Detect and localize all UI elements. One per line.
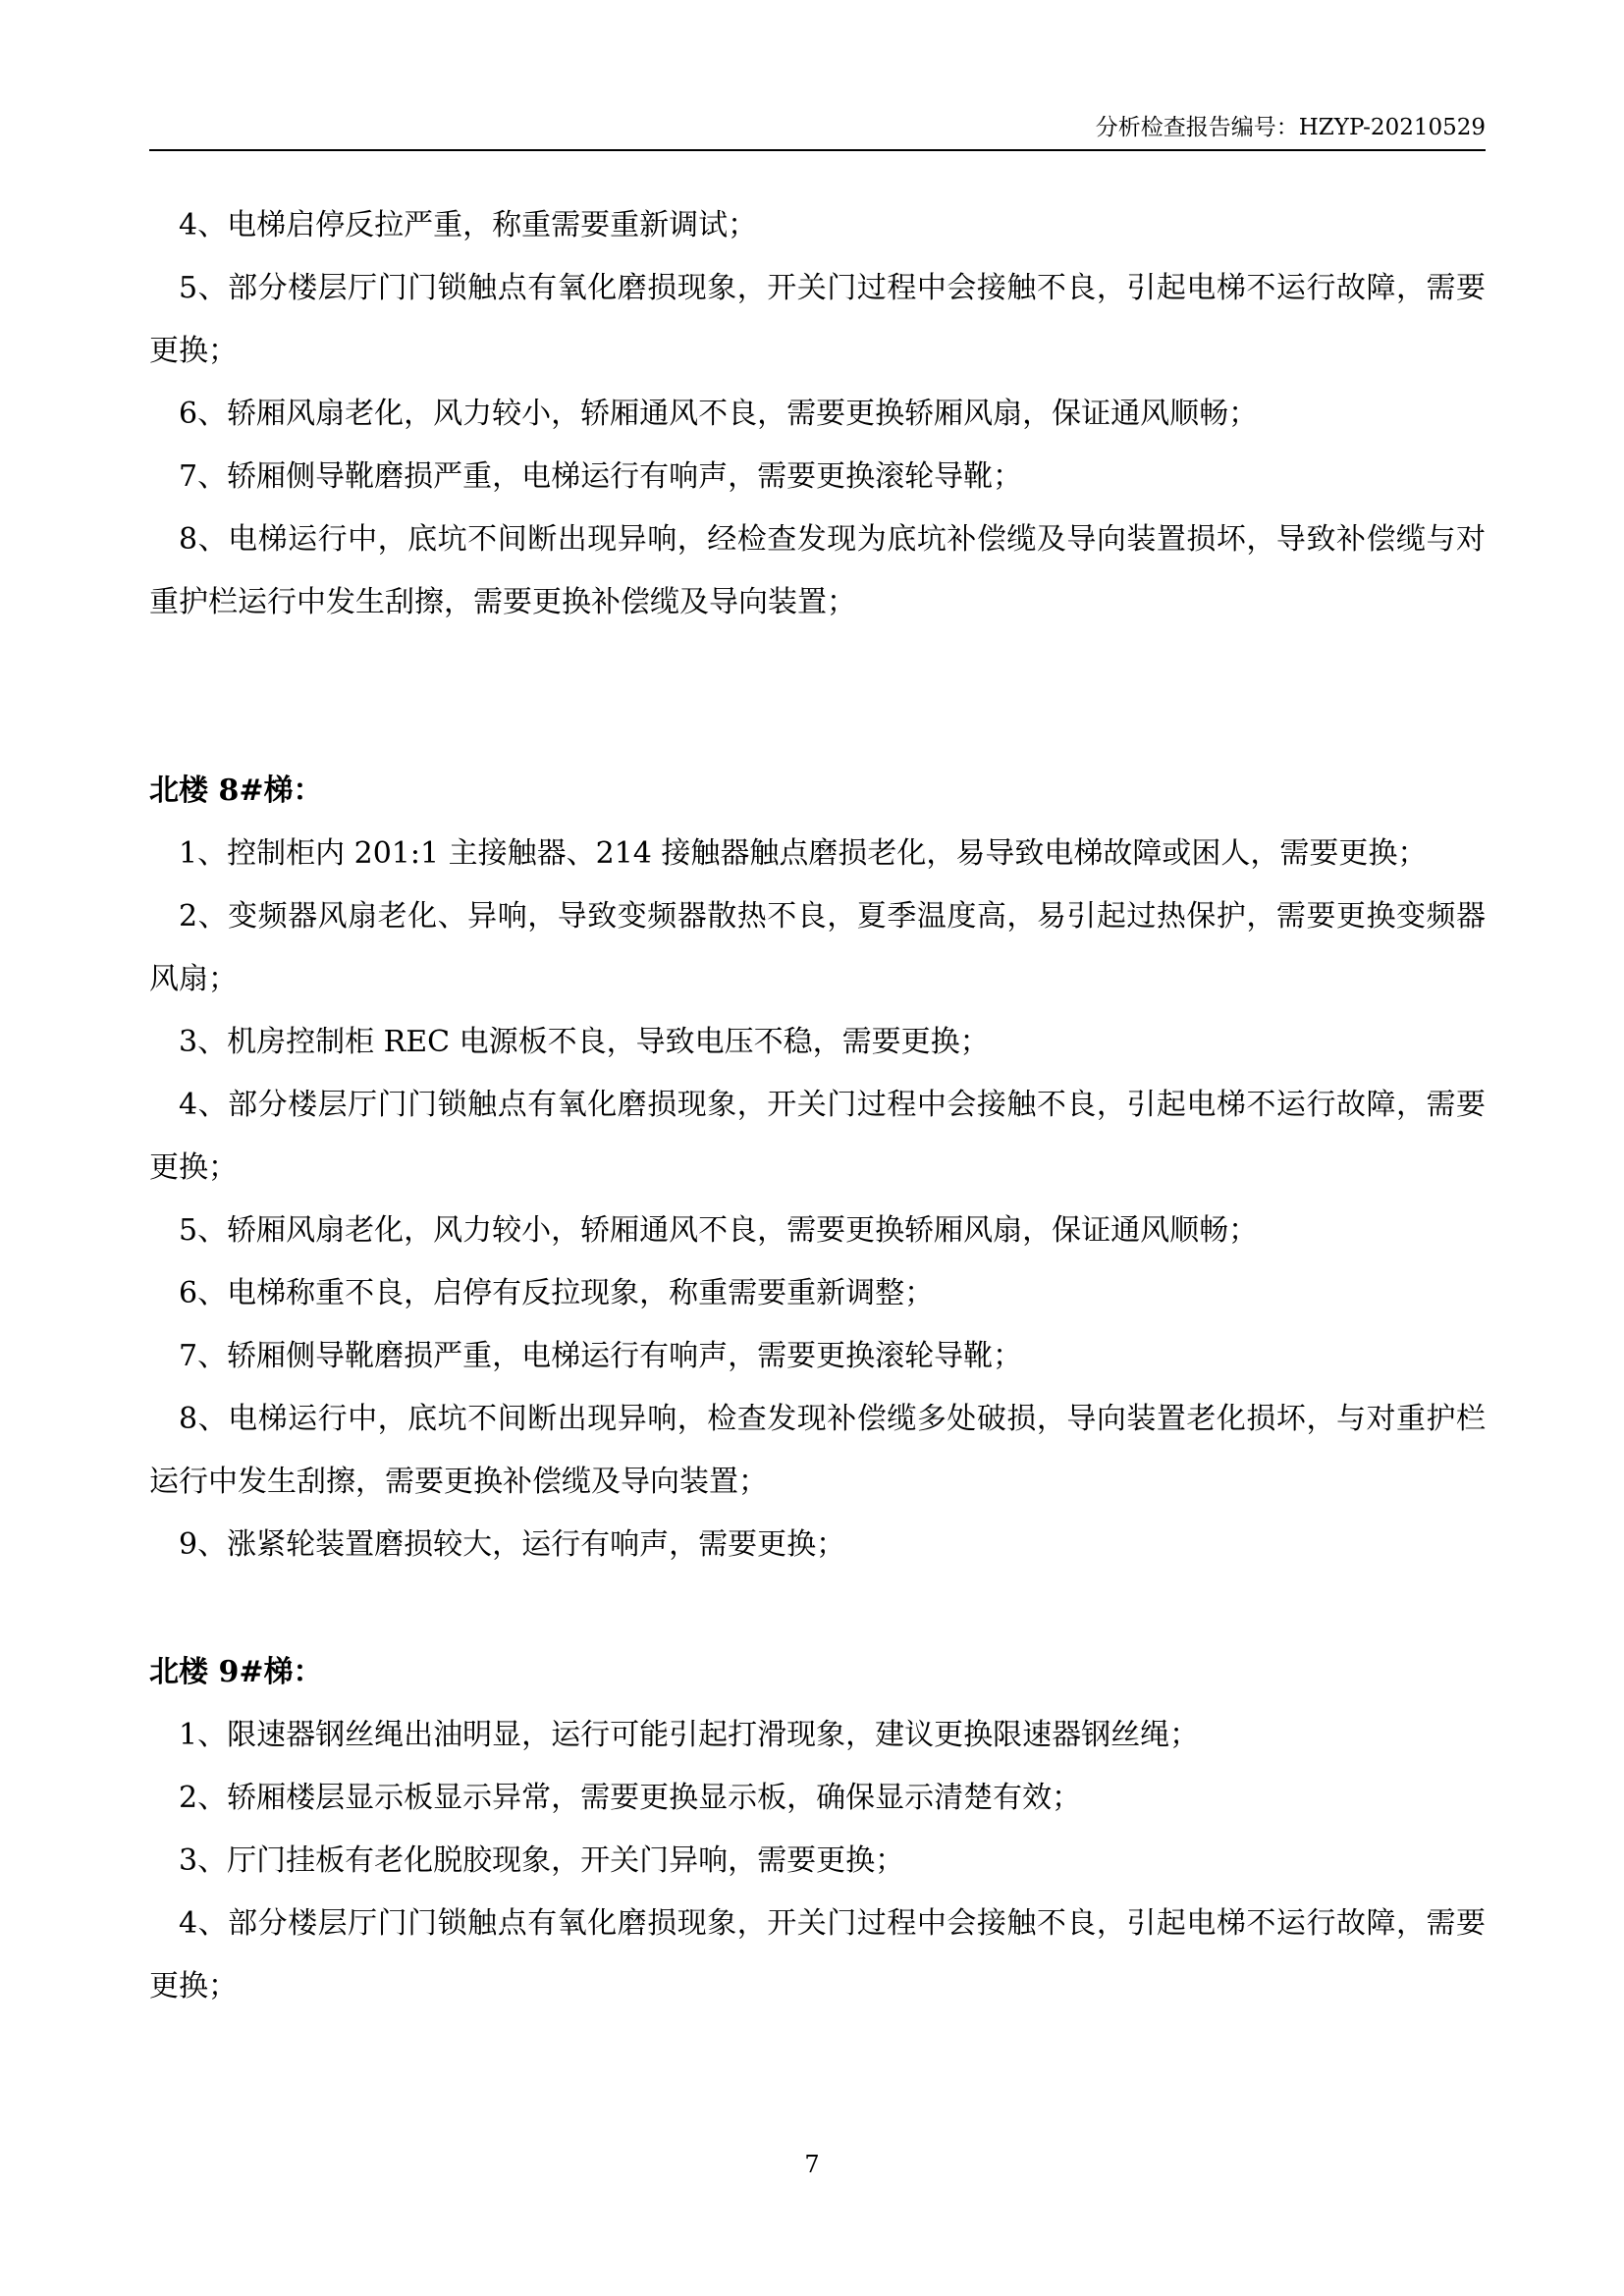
- list-item: 6、轿厢风扇老化，风力较小，轿厢通风不良，需要更换轿厢风扇，保证通风顺畅；: [179, 397, 1259, 431]
- report-number: 分析检查报告编号：HZYP-20210529: [1095, 115, 1486, 140]
- document-body: [149, 194, 1486, 2018]
- section-title-8: 北楼 8#梯：: [149, 774, 323, 808]
- list-item: 1、限速器钢丝绳出油明显，运行可能引起打滑现象，建议更换限速器钢丝绳；: [179, 1718, 1200, 1752]
- list-item: 3、厅门挂板有老化脱胶现象，开关门异响，需要更换；: [179, 1843, 905, 1878]
- section-spacer: [149, 634, 1486, 760]
- list-item: 8、电梯运行中，底坑不间断出现异响，经检查发现为底坑补偿缆及导向装置损坏，导致补偿缆与对重护栏运行中发生刮擦，需要更换补偿缆及导向装置；: [149, 522, 1486, 619]
- list-item: 6、电梯称重不良，启停有反拉现象，称重需要重新调整；: [179, 1276, 935, 1310]
- list-item: 5、部分楼层厅门门锁触点有氧化磨损现象，开关门过程中会接触不良，引起电梯不运行故障，需要更换；: [149, 271, 1486, 368]
- page-header: [149, 110, 1486, 151]
- list-item: 4、电梯启停反拉严重，称重需要重新调试；: [179, 208, 758, 242]
- list-item: 2、轿厢楼层显示板显示异常，需要更换显示板，确保显示清楚有效；: [179, 1781, 1082, 1815]
- list-item: 5、轿厢风扇老化，风力较小，轿厢通风不良，需要更换轿厢风扇，保证通风顺畅；: [179, 1213, 1259, 1248]
- list-item: 9、涨紧轮装置磨损较大，运行有响声，需要更换；: [179, 1527, 846, 1562]
- list-item: 7、轿厢侧导靴磨损严重，电梯运行有响声，需要更换滚轮导靴；: [179, 1339, 1023, 1373]
- section-spacer: [149, 1576, 1486, 1641]
- list-item: 4、部分楼层厅门门锁触点有氧化磨损现象，开关门过程中会接触不良，引起电梯不运行故障，需要更换；: [149, 1088, 1486, 1185]
- list-item: 4、部分楼层厅门门锁触点有氧化磨损现象，开关门过程中会接触不良，引起电梯不运行故障，需要更换；: [149, 1906, 1486, 2003]
- list-item: 2、变频器风扇老化、异响，导致变频器散热不良，夏季温度高，易引起过热保护，需要更换变频器风扇；: [149, 899, 1486, 996]
- list-item: 8、电梯运行中，底坑不间断出现异响，检查发现补偿缆多处破损，导向装置老化损坏，与对重护栏运行中发生刮擦，需要更换补偿缆及导向装置；: [149, 1402, 1486, 1499]
- section-title-9: 北楼 9#梯：: [149, 1655, 323, 1689]
- list-item: 1、控制柜内 201:1 主接触器、214 接触器触点磨损老化，易导致电梯故障或困人，需要更换；: [179, 836, 1428, 871]
- list-item: 7、轿厢侧导靴磨损严重，电梯运行有响声，需要更换滚轮导靴；: [179, 459, 1023, 494]
- list-item: 3、机房控制柜 REC 电源板不良，导致电压不稳，需要更换；: [179, 1025, 990, 1059]
- page-number: 7: [804, 2151, 820, 2178]
